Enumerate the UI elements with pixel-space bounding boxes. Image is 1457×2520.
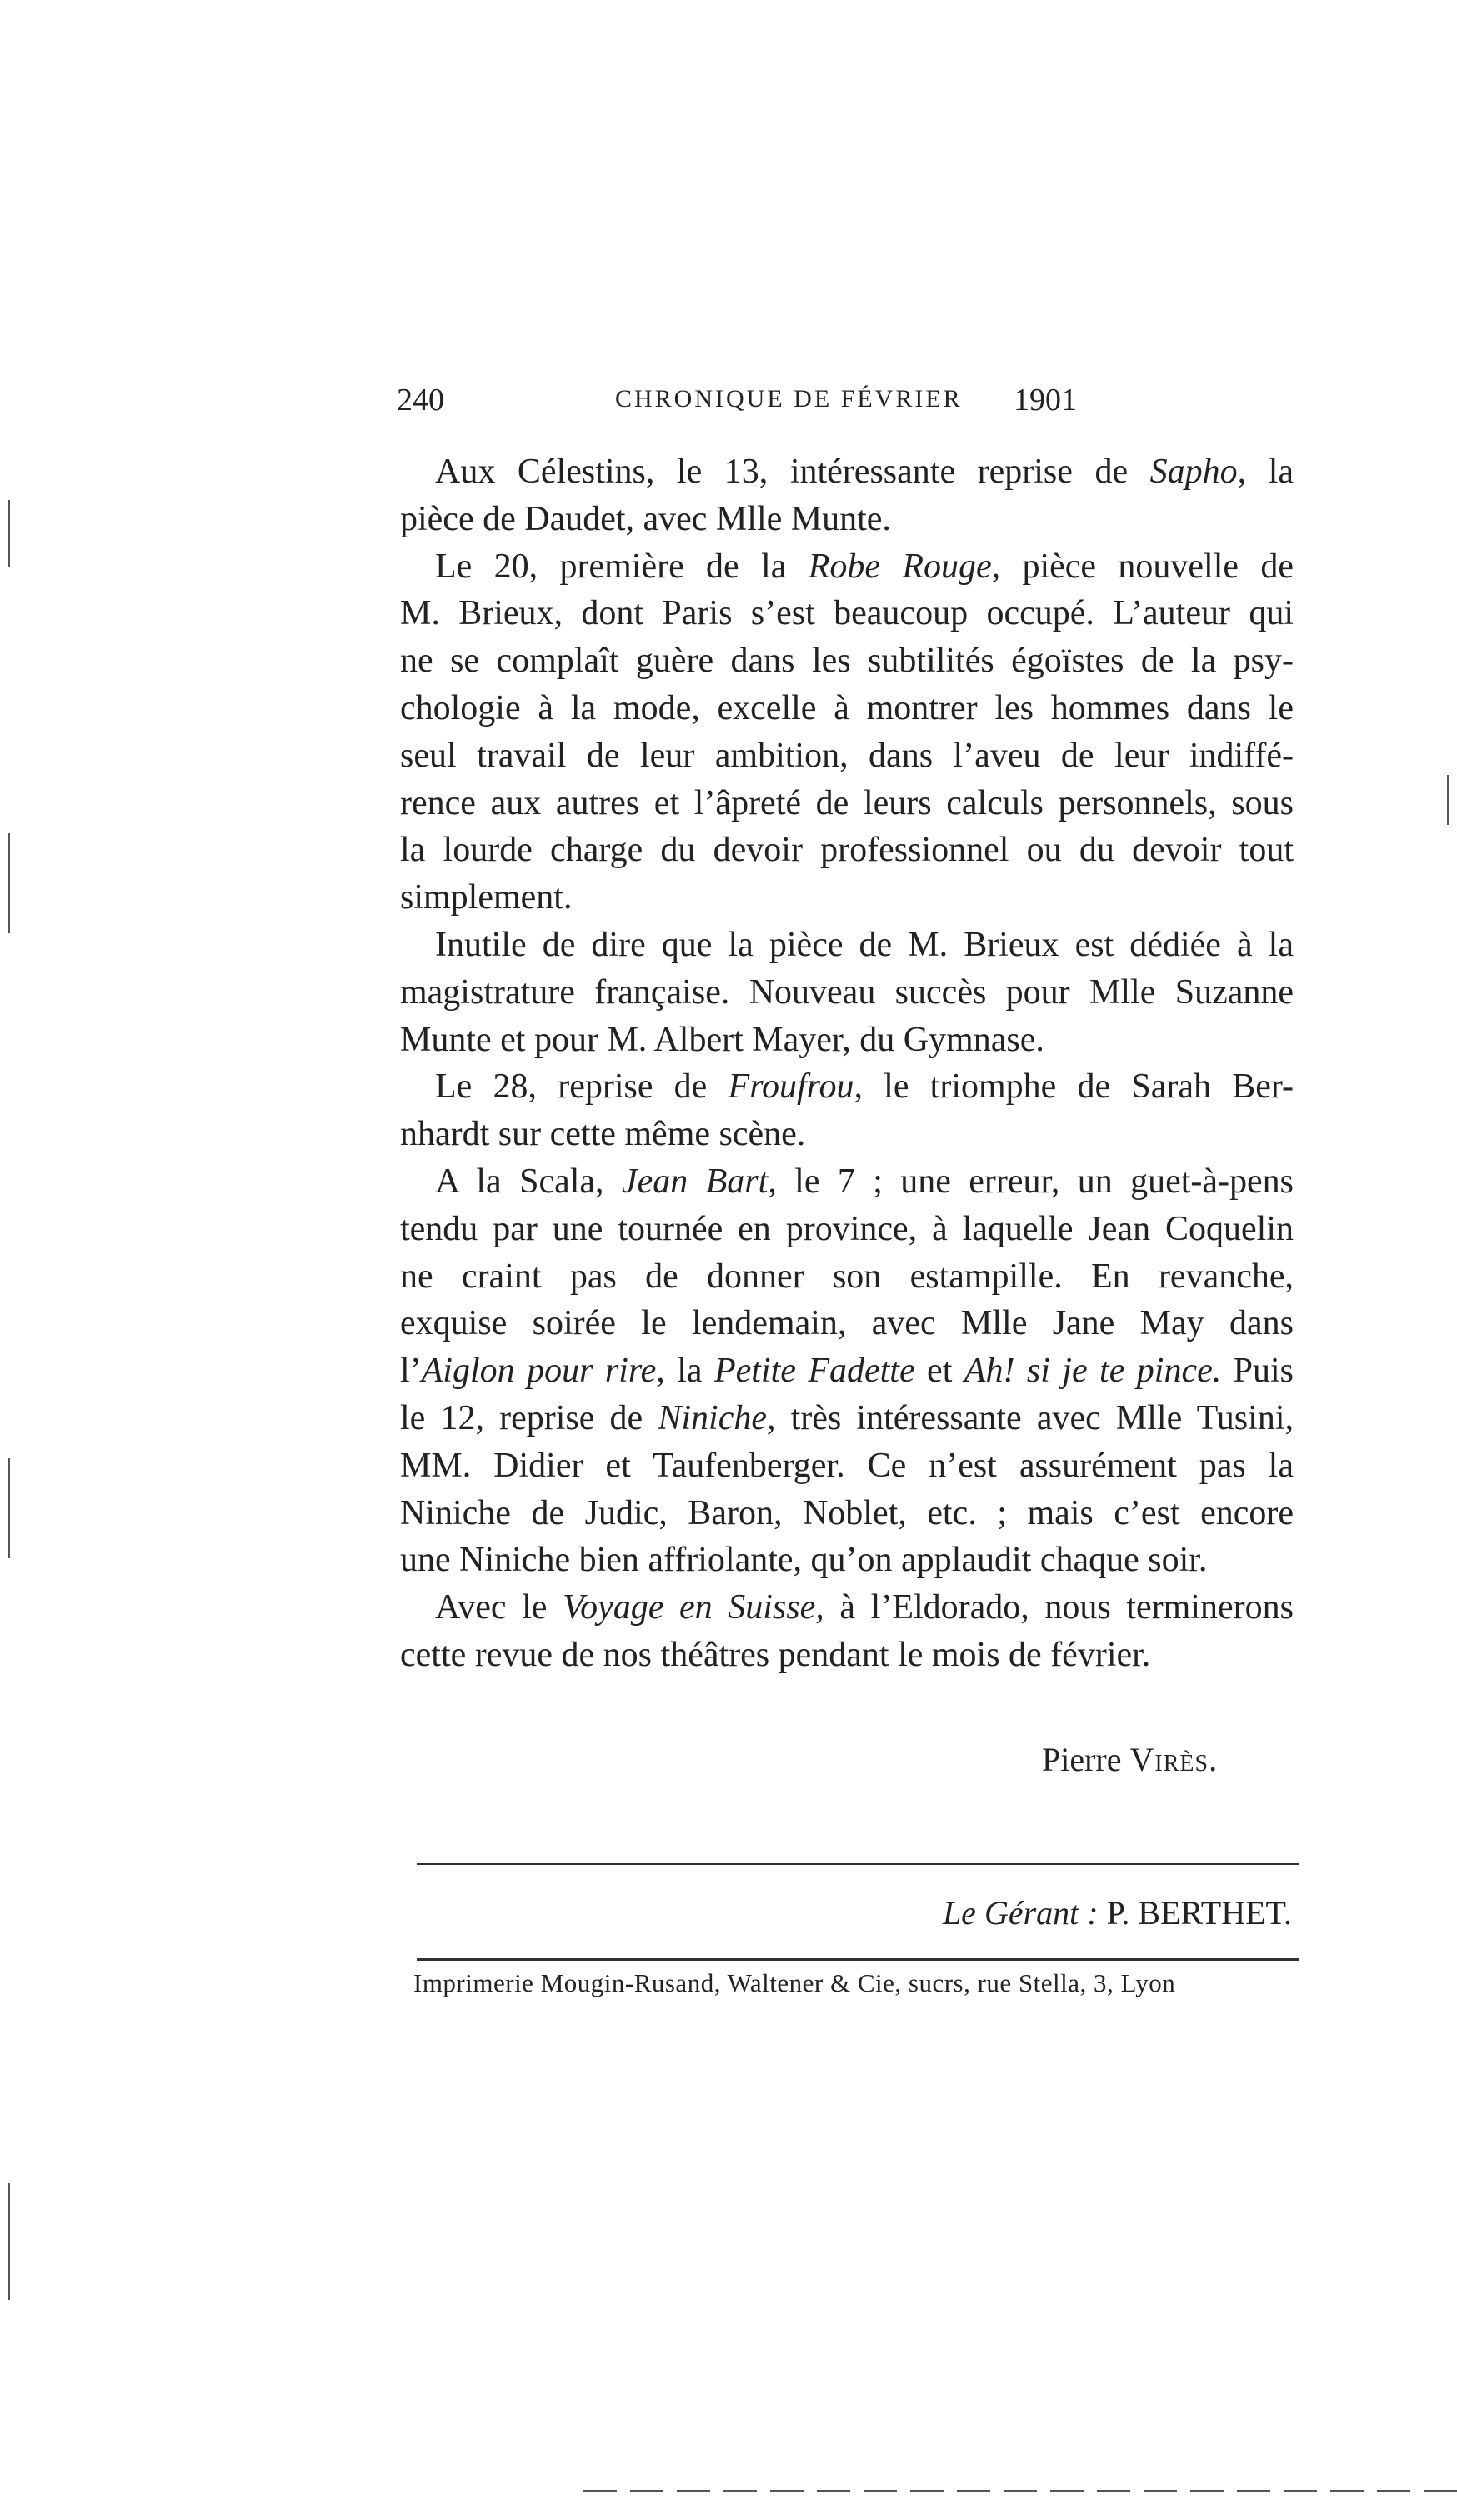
divider-rule	[417, 1863, 1299, 1865]
italic-title: Jean Bart,	[621, 1162, 777, 1201]
scan-edge-dashes	[583, 2490, 1457, 2492]
text-line: Niniche de Judic, Baron, Noblet, etc. ; mais c’est encore	[400, 1493, 1294, 1532]
text-line: A la Scala, Jean Bart, le 7 ; une erreur, un guet-à-pens	[435, 1162, 1294, 1201]
text-line: une Niniche bien affriolante, qu’on applaudit chaque soir.	[400, 1541, 1208, 1580]
author-last-name: Virès.	[1129, 1741, 1219, 1778]
text-line: le 12, reprise de Niniche, très intéressante avec Mlle Tusini,	[400, 1398, 1294, 1438]
text-line: rence aux autres et l’âpreté de leurs calculs personnels, sous	[400, 783, 1294, 822]
italic-title: Niniche,	[658, 1398, 776, 1438]
text-line: Le 20, première de la Robe Rouge, pièce nouvelle de	[435, 547, 1294, 586]
text-line: Le 28, reprise de Froufrou, le triomphe de Sarah Ber-	[435, 1068, 1294, 1107]
text-line: Avec le Voyage en Suisse, à l’Eldorado, nous terminerons	[435, 1588, 1294, 1628]
text-line: M. Brieux, dont Paris s’est beaucoup occupé. L’auteur qui	[400, 594, 1294, 633]
italic-title: Petite Fadette	[713, 1352, 915, 1391]
italic-title: Froufrou,	[728, 1068, 863, 1107]
paragraph	[400, 1158, 1294, 1584]
paragraph	[400, 1063, 1294, 1158]
text-line: magistrature française. Nouveau succès pour Mlle Suzanne	[400, 972, 1294, 1012]
italic-title: Sapho,	[1149, 452, 1247, 491]
paragraph	[400, 1584, 1294, 1679]
text-line: ne se complaît guère dans les subtilités égoïstes de la psy-	[400, 642, 1294, 681]
text-line: MM. Didier et Taufenberger. Ce n’est assurément pas la	[400, 1446, 1294, 1485]
article-body	[400, 448, 1294, 1679]
text-line: l’Aiglon pour rire, la Petite Fadette et Ah! si je te pince. Puis	[400, 1352, 1294, 1391]
paragraph	[400, 922, 1294, 1063]
printer-imprint: Imprimerie Mougin-Rusand, Waltener & Cie, sucrs, rue Stella, 3, Lyon	[413, 1968, 1176, 1998]
text-line: simplement.	[400, 878, 573, 918]
scan-mark	[8, 1458, 10, 1558]
text-line: exquise soirée le lendemain, avec Mlle Jane May dans	[400, 1304, 1294, 1343]
manager-name: P. BERTHET.	[1106, 1894, 1292, 1932]
italic-title: Robe Rouge,	[808, 547, 1001, 586]
italic-title: Aiglon pour rire,	[421, 1352, 665, 1391]
text-line: seul travail de leur ambition, dans l’aveu de leur indiffé-	[400, 736, 1294, 775]
paragraph	[400, 448, 1294, 543]
scan-mark	[1447, 775, 1449, 825]
manager-line	[859, 1893, 1292, 1932]
italic-title: Ah! si je te pince.	[964, 1352, 1222, 1391]
scan-mark	[8, 833, 10, 933]
page-number: 240	[397, 382, 444, 418]
text-line: ne craint pas de donner son estampille. En revanche,	[400, 1257, 1294, 1296]
text-line: chologie à la mode, excelle à montrer les hommes dans le	[400, 688, 1294, 728]
text-line: Aux Célestins, le 13, intéressante reprise de Sapho, la	[435, 452, 1294, 491]
text-line: la lourde charge du devoir professionnel ou du devoir tout	[400, 831, 1294, 870]
text-line: Inutile de dire que la pièce de M. Brieux est dédiée à la	[435, 925, 1294, 964]
text-line: nhardt sur cette même scène.	[400, 1115, 806, 1154]
manager-label: Le Gérant :	[942, 1894, 1099, 1932]
paragraph	[400, 543, 1294, 922]
text-line: pièce de Daudet, avec Mlle Munte.	[400, 499, 891, 538]
running-header	[397, 382, 1115, 432]
divider-rule-bottom	[417, 1958, 1299, 1961]
scan-mark	[8, 2183, 10, 2300]
running-year: 1901	[1014, 382, 1077, 418]
author-first-name: Pierre	[1042, 1741, 1122, 1778]
text-line: tendu par une tournée en province, à laquelle Jean Coquelin	[400, 1209, 1294, 1248]
text-line: Munte et pour M. Albert Mayer, du Gymnase.	[400, 1020, 1044, 1059]
running-title: CHRONIQUE DE FÉVRIER	[615, 385, 963, 412]
text-line: cette revue de nos théâtres pendant le mois de février.	[400, 1635, 1151, 1674]
author-signature	[1042, 1740, 1292, 1779]
scan-mark	[8, 500, 10, 567]
italic-title: Voyage en Suisse,	[563, 1588, 824, 1628]
